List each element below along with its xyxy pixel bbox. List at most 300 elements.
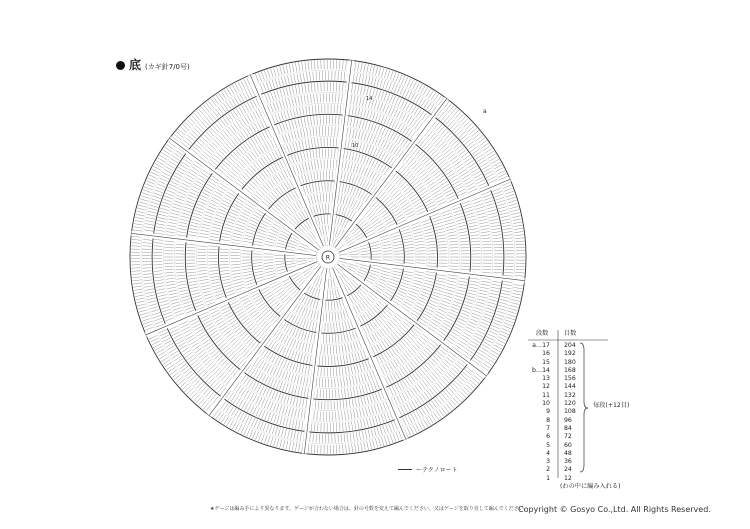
stitch-mark [275,114,278,123]
stitch-mark [217,212,225,215]
stitch-mark [202,192,210,196]
stitch-mark [371,383,374,392]
stitch-mark [496,314,505,317]
stitch-mark [427,244,436,245]
stitch-mark [511,299,520,301]
stitch-mark [275,150,279,158]
stitch-mark [190,318,198,322]
stitch-mark [165,147,173,152]
stitch-mark [320,389,321,398]
stitch-mark [272,151,276,159]
stitch-mark [348,139,350,148]
stitch-mark [395,122,399,130]
stitch-mark [288,76,290,85]
stitch-mark [423,87,428,95]
stitch-mark [136,298,145,300]
stitch-mark [242,388,247,396]
stitch-mark [151,312,160,315]
stitch-mark [346,309,349,318]
stitch-mark [339,367,340,376]
stitch-mark [136,211,145,213]
stitch-mark [489,296,498,298]
stitch-mark [282,100,285,109]
stitch-mark [161,205,170,208]
stitch-mark [294,352,297,361]
stitch-mark [447,284,456,286]
stitch-mark [475,177,483,181]
stitch-mark [505,244,514,245]
stitch-mark [277,162,281,170]
stitch-mark [392,386,396,394]
stitch-mark [443,187,451,192]
stitch-mark [385,377,389,385]
stitch-mark [290,338,294,346]
stitch-mark [415,83,419,91]
stitch-mark [236,224,245,227]
stitch-mark [406,103,410,111]
stitch-mark [346,355,348,364]
stitch-mark [198,201,206,205]
stitch-mark [364,396,366,405]
stitch-mark [177,281,186,283]
stitch-mark [508,311,517,314]
stitch-mark [420,294,428,297]
stitch-mark [496,168,504,172]
stitch-mark [491,222,500,224]
stitch-mark [294,74,296,83]
stitch-mark [499,210,508,212]
stitch-mark [273,379,277,387]
stitch-mark [284,429,286,438]
stitch-mark [458,284,467,286]
stitch-mark [365,325,369,333]
stitch-mark [181,296,190,299]
stitch-mark [442,184,450,189]
stitch-mark [285,348,289,356]
stitch-mark [336,138,337,147]
stitch-mark [344,172,346,181]
stitch-mark [321,215,323,224]
stitch-mark [438,244,447,245]
stitch-mark [259,146,264,154]
stitch-mark [472,198,481,201]
stitch-mark [292,86,294,95]
stitch-mark [294,154,297,163]
stitch-mark [232,270,241,271]
stitch-mark [395,371,400,379]
stitch-mark [483,266,492,267]
stitch-mark [310,72,311,81]
stitch-mark [471,168,479,173]
stitch-mark [272,283,280,287]
stitch-mark [386,351,391,359]
stitch-mark [449,266,458,267]
stitch-mark [243,209,251,213]
stitch-mark [279,101,282,110]
stitch-mark [266,241,275,243]
stitch-mark [253,263,262,264]
stitch-mark [268,413,271,422]
stitch-mark [423,313,431,318]
stitch-mark [209,270,218,271]
stitch-mark [335,289,337,298]
stitch-mark [357,364,359,373]
stitch-mark [291,351,294,360]
stitch-mark [150,202,159,205]
stitch-mark [450,310,458,314]
stitch-mark [490,353,498,358]
stitch-mark [360,154,363,163]
stitch-mark [394,109,398,117]
stitch-mark [367,133,370,142]
stitch-mark [158,298,167,300]
stitch-mark [494,165,502,169]
stitch-mark [466,327,474,331]
stitch-mark [310,116,311,125]
stitch-mark [416,244,425,245]
stitch-mark [435,229,444,231]
stitch-mark [311,61,312,70]
stitch-mark [475,333,483,337]
stitch-mark [361,442,363,451]
stitch-mark [173,307,182,310]
stitch-mark [356,341,359,350]
stitch-mark [466,296,475,299]
stitch-mark [356,73,358,82]
stitch-mark [371,147,374,155]
stitch-mark [477,213,486,215]
stitch-mark [255,274,264,276]
stitch-mark [377,102,380,111]
stitch-mark [175,313,184,316]
stitch-mark [144,283,153,284]
stitch-mark [361,251,370,252]
stitch-mark [358,420,360,429]
stitch-mark [136,301,145,303]
stitch-mark [433,219,442,222]
stitch-mark [193,324,201,328]
stitch-mark [387,130,391,138]
stitch-mark [297,260,306,261]
stitch-mark [381,354,385,362]
stitch-mark [259,226,267,230]
stitch-mark [278,393,281,402]
stitch-mark [132,274,141,275]
stitch-mark [343,61,344,70]
stitch-mark [448,235,457,237]
stitch-mark [292,328,296,336]
stitch-mark [361,254,370,255]
stitch-mark [265,363,269,371]
stitch-mark [273,103,276,112]
stitch-mark [217,189,225,194]
stitch-mark [289,441,291,450]
stitch-mark [288,98,290,107]
stitch-mark [507,314,516,317]
stitch-mark [315,183,317,192]
stitch-mark [276,246,285,248]
stitch-mark [349,174,351,183]
stitch-mark [401,282,410,285]
stitch-mark [235,227,244,230]
stitch-mark [348,266,356,270]
stitch-mark [289,419,291,428]
stitch-mark [261,72,264,81]
stitch-mark [339,422,340,431]
stitch-mark [198,270,207,271]
stitch-mark [250,220,258,224]
stitch-mark [478,328,486,332]
stitch-mark [387,287,395,291]
stitch-mark [296,305,301,313]
stitch-mark [503,284,512,285]
stitch-mark [210,273,219,274]
stitch-mark [426,202,434,206]
stitch-mark [211,200,219,204]
stitch-mark [292,63,294,72]
stitch-mark [454,298,463,301]
stitch-mark [189,232,198,234]
stitch-mark [221,91,226,99]
stitch-mark [482,344,490,349]
table-round-cell: 8 [546,416,550,424]
stitch-mark [413,280,422,282]
stitch-mark [133,230,142,231]
stitch-mark [303,320,306,329]
stitch-mark [480,225,489,227]
stitch-mark [156,227,165,229]
stitch-mark [361,397,363,406]
stitch-mark [362,431,364,440]
stitch-mark [339,322,341,331]
stitch-mark [262,144,267,152]
gauge-note: ★ゲージは編み手により異なります。ゲージが合わない場合は、針の号数を変えて編んでください。又はゲージを取り直して編んでください。 [210,506,529,512]
stitch-mark [372,254,381,255]
stitch-mark [413,412,417,420]
stitch-mark [408,294,416,298]
stitch-mark [181,162,189,167]
stitch-mark [269,153,274,161]
stitch-mark [154,274,163,275]
stitch-mark [513,290,522,292]
stitch-mark [306,72,307,81]
stitch-mark [454,213,463,216]
stitch-mark [349,128,351,137]
stitch-mark [502,225,511,227]
stitch-mark [255,432,258,440]
stitch-mark [458,192,466,196]
stitch-mark [199,273,208,274]
stitch-mark [391,83,394,91]
stitch-mark [425,235,434,237]
stitch-mark [252,382,257,390]
stitch-mark [464,207,473,210]
legend-line-icon [398,469,412,470]
stitch-mark [275,261,284,262]
stitch-mark [475,355,483,360]
stitch-mark [374,124,377,132]
stitch-mark [173,204,182,207]
stitch-mark [303,354,305,363]
stitch-mark [437,238,446,239]
stitch-mark [132,239,141,240]
stitch-mark [448,337,456,342]
stitch-mark [220,249,229,250]
stitch-mark [250,405,254,413]
stitch-mark [189,284,198,286]
stitch-mark [168,290,177,292]
stitch-mark [387,70,390,79]
stitch-mark [401,406,405,414]
stitch-mark [231,301,239,305]
stitch-mark [477,352,485,357]
stitch-mark [494,345,502,349]
stitch-mark [435,314,443,318]
stitch-mark [482,319,490,322]
stitch-mark [339,300,341,309]
stitch-mark [187,247,196,248]
stitch-mark [362,385,364,394]
stitch-mark [405,90,409,98]
stitch-mark [482,244,491,245]
stitch-mark [501,331,509,335]
stitch-mark [497,171,505,175]
stitch-mark [512,293,521,295]
stitch-mark [244,238,253,240]
stitch-mark [295,442,297,451]
stitch-mark [266,155,271,163]
stitch-mark [405,244,414,245]
stitch-mark [341,172,343,181]
stitch-mark [437,278,446,280]
stitch-mark [358,63,360,72]
stitch-mark [250,393,254,401]
stitch-mark [171,210,180,213]
stitch-mark [344,433,345,442]
stitch-mark [492,322,501,325]
stitch-mark [319,278,322,287]
stitch-mark [342,367,343,376]
stitch-mark [358,375,360,384]
stitch-mark [297,431,299,440]
stitch-mark [166,343,174,347]
stitch-mark [482,241,491,242]
stitch-mark [475,207,484,210]
stitch-mark [353,118,355,127]
stitch-mark [245,277,254,279]
stitch-mark [483,168,491,172]
stitch-mark [349,354,351,363]
stitch-mark [388,106,392,114]
stitch-mark [400,125,405,133]
stitch-mark [505,191,514,194]
stitch-mark [137,208,146,210]
stitch-mark [235,83,239,91]
stitch-mark [479,293,488,295]
stitch-mark [503,232,512,233]
stitch-mark [368,429,370,438]
stitch-mark [346,444,347,453]
stitch-mark [199,198,207,202]
stitch-mark [374,101,377,110]
stitch-mark [167,346,175,351]
stitch-mark [486,151,494,156]
stitch-mark [342,322,344,331]
stitch-mark [279,160,283,168]
stitch-mark [194,326,202,330]
stitch-mark [411,288,420,291]
stitch-mark [234,410,239,418]
stitch-mark [352,228,359,234]
stitch-mark [221,203,229,207]
table-round-cell: 5 [546,441,550,449]
stitch-mark [156,286,165,288]
stitch-mark [256,110,260,118]
stitch-mark [376,357,380,365]
stitch-mark [302,163,304,172]
stitch-mark [289,87,291,96]
stitch-mark [456,219,465,222]
stitch-mark [467,186,475,190]
stitch-mark [201,285,210,287]
table-round-cell: 11 [542,391,550,399]
stitch-mark [267,70,270,79]
stitch-mark [509,203,518,206]
stitch-mark [359,269,367,272]
stitch-mark [322,356,323,365]
stitch-mark [443,323,451,328]
stitch-mark [172,332,180,336]
stitch-mark [154,318,163,321]
stitch-mark [297,258,306,259]
stitch-mark [143,239,152,240]
stitch-mark [413,425,417,433]
stitch-mark [370,371,373,380]
stitch-mark [302,62,303,71]
stitch-mark [405,392,410,400]
stitch-mark [318,216,320,225]
stitch-mark [297,153,300,162]
diagram-marker-14: 14 [366,96,373,102]
stitch-mark [155,321,164,324]
stitch-mark [143,190,152,193]
stitch-mark [460,247,469,248]
stitch-mark [259,133,263,141]
stitch-mark [459,281,468,283]
stitch-mark [492,232,501,233]
stitch-mark [188,172,196,177]
stitch-mark [211,233,220,235]
stitch-mark [400,138,405,146]
stitch-mark [445,189,453,193]
stitch-mark [160,332,168,336]
stitch-mark [476,210,485,213]
stitch-mark [202,318,210,322]
stitch-mark [265,94,268,103]
stitch-mark [343,195,345,204]
stitch-mark [338,127,339,136]
stitch-mark [463,177,471,181]
stitch-mark [339,116,340,125]
stitch-mark [272,80,275,89]
stitch-mark [237,198,245,203]
stitch-mark [284,111,287,120]
stitch-mark [337,400,338,409]
stitch-mark [402,380,407,388]
stitch-mark [254,370,259,378]
stitch-mark [307,128,309,137]
stitch-mark [455,295,464,298]
